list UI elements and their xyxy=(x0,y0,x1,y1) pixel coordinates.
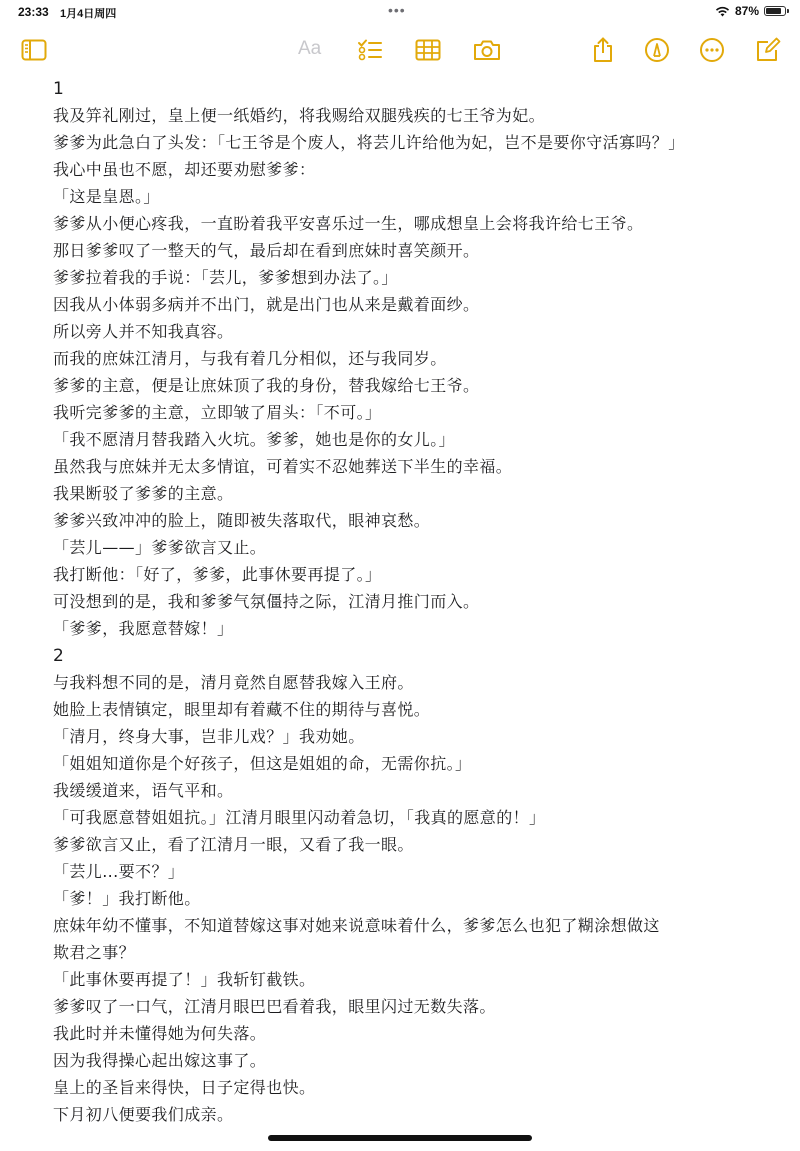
note-line: 我打断他：「好了，爹爹，此事休要再提了。」 xyxy=(53,565,382,584)
note-line: 「爹爹，我愿意替嫁！」 xyxy=(53,619,234,638)
sidebar-icon[interactable] xyxy=(20,36,48,64)
battery-percentage: 87% xyxy=(734,4,759,18)
note-line: 爹爹为此急白了头发：「七王爷是个废人，将芸儿许给他为妃，岂不是要你守活寡吗？」 xyxy=(53,133,685,152)
compose-icon[interactable] xyxy=(754,36,782,64)
note-line: 欺君之事？ xyxy=(53,943,136,962)
status-date: 1月4日周四 xyxy=(60,8,117,20)
multitasking-dots-icon[interactable]: ••• xyxy=(388,2,406,18)
format-icon[interactable]: Aa xyxy=(298,38,322,59)
battery-icon xyxy=(764,6,786,16)
note-line: 我听完爹爹的主意，立即皱了眉头：「不可。」 xyxy=(53,403,382,422)
note-line: 「这是皇恩。」 xyxy=(53,187,160,206)
note-line: 我缓缓道来，语气平和。 xyxy=(53,781,234,800)
note-line: 爹爹拉着我的手说：「芸儿，爹爹想到办法了。」 xyxy=(53,268,398,287)
checklist-icon[interactable] xyxy=(356,36,384,64)
note-line: 「芸儿——」爹爹欲言又止。 xyxy=(53,538,267,557)
status-time: 23:33 xyxy=(18,5,49,19)
note-line: 可没想到的是，我和爹爹气氛僵持之际，江清月推门而入。 xyxy=(53,592,480,611)
note-line: 她脸上表情镇定，眼里却有着藏不住的期待与喜悦。 xyxy=(53,700,431,719)
chapter-number: 2 xyxy=(53,646,65,666)
note-line: 「我不愿清月替我踏入火坑。爹爹，她也是你的女儿。」 xyxy=(53,430,456,449)
note-line: 「清月，终身大事，岂非儿戏？」我劝她。 xyxy=(53,727,365,746)
status-bar xyxy=(0,0,800,24)
chapter-number: 1 xyxy=(53,79,65,99)
note-line: 爹爹兴致冲冲的脸上，随即被失落取代，眼神哀愁。 xyxy=(53,511,431,530)
note-line: 皇上的圣旨来得快，日子定得也快。 xyxy=(53,1078,316,1097)
status-indicators xyxy=(715,4,786,18)
note-line: 「可我愿意替姐姐抗。」江清月眼里闪动着急切，「我真的愿意的！」 xyxy=(53,808,546,827)
note-line: 因为我得操心起出嫁这事了。 xyxy=(53,1051,267,1070)
notes-toolbar xyxy=(0,28,800,70)
note-line: 爹爹欲言又止，看了江清月一眼，又看了我一眼。 xyxy=(53,835,414,854)
note-line: 虽然我与庶妹并无太多情谊，可着实不忍她葬送下半生的幸福。 xyxy=(53,457,513,476)
note-line: 所以旁人并不知我真容。 xyxy=(53,322,234,341)
note-line: 「姐姐知道你是个好孩子，但这是姐姐的命，无需你抗。」 xyxy=(53,754,472,773)
note-line: 我心中虽也不愿，却还要劝慰爹爹： xyxy=(53,160,316,179)
table-icon[interactable] xyxy=(414,36,442,64)
note-line: 「爹！」我打断他。 xyxy=(53,889,201,908)
note-line: 下月初八便要我们成亲。 xyxy=(53,1105,234,1124)
note-line: 因我从小体弱多病并不出门，就是出门也从来是戴着面纱。 xyxy=(53,295,480,314)
battery-level-fill xyxy=(766,8,781,14)
note-line: 我果断驳了爹爹的主意。 xyxy=(53,484,234,503)
home-indicator[interactable] xyxy=(268,1135,532,1141)
markup-icon[interactable] xyxy=(643,36,671,64)
note-line: 与我料想不同的是，清月竟然自愿替我嫁入王府。 xyxy=(53,673,414,692)
wifi-icon xyxy=(715,6,730,17)
note-line: 「芸儿...要不？」 xyxy=(53,862,185,881)
note-line: 「此事休要再提了！」我斩钉截铁。 xyxy=(53,970,316,989)
note-line: 庶妹年幼不懂事，不知道替嫁这事对她来说意味着什么，爹爹怎么也犯了糊涂想做这 xyxy=(53,916,660,935)
note-line: 爹爹叹了一口气，江清月眼巴巴看着我，眼里闪过无数失落。 xyxy=(53,997,496,1016)
note-line: 我此时并未懂得她为何失落。 xyxy=(53,1024,267,1043)
camera-icon[interactable] xyxy=(473,36,501,64)
more-icon[interactable] xyxy=(698,36,726,64)
note-line: 爹爹从小便心疼我，一直盼着我平安喜乐过一生，哪成想皇上会将我许给七王爷。 xyxy=(53,214,644,233)
note-line: 那日爹爹叹了一整天的气，最后却在看到庶妹时喜笑颜开。 xyxy=(53,241,480,260)
note-line: 我及笄礼刚过，皇上便一纸婚约，将我赐给双腿残疾的七王爷为妃。 xyxy=(53,106,546,125)
note-line: 爹爹的主意，便是让庶妹顶了我的身份，替我嫁给七王爷。 xyxy=(53,376,480,395)
note-line: 而我的庶妹江清月，与我有着几分相似，还与我同岁。 xyxy=(53,349,447,368)
share-icon[interactable] xyxy=(589,36,617,64)
